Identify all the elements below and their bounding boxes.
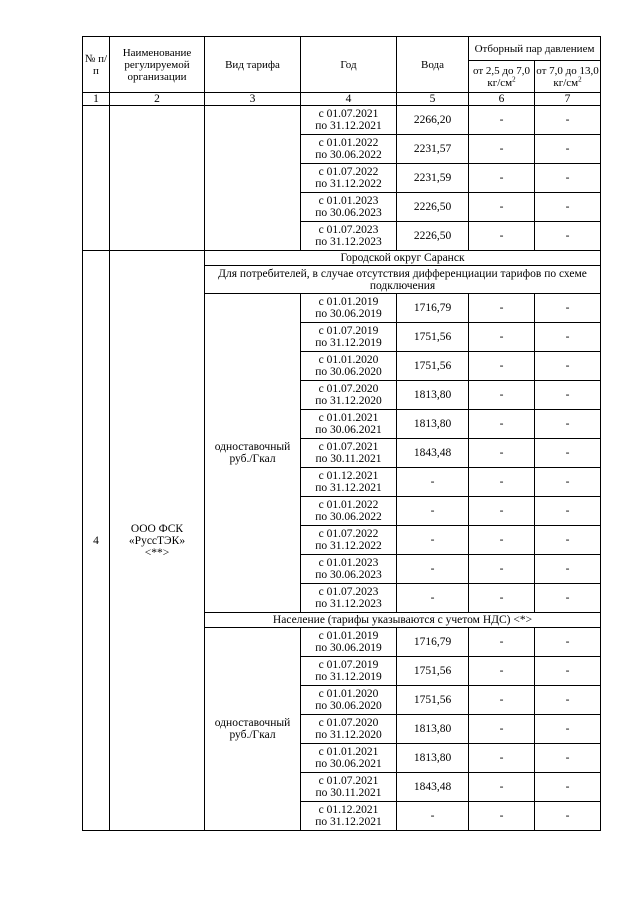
steam-low-value: - <box>469 294 535 323</box>
period-to: по 31.12.2019 <box>315 337 382 349</box>
steam-low-value: - <box>469 744 535 773</box>
tariff-type: одноставочный руб./Гкал <box>205 294 301 613</box>
table-row <box>83 106 601 135</box>
region-row <box>83 251 601 266</box>
section1-title: Для потребителей, в случае отсутствия дифференциации тарифов по схеме подключения <box>205 266 601 294</box>
period-from: с 01.07.2021 <box>318 108 379 120</box>
column-number: 3 <box>205 93 301 106</box>
period-to: по 31.12.2023 <box>315 598 382 610</box>
period-to: по 31.12.2021 <box>315 816 382 828</box>
period-from: с 01.07.2020 <box>318 383 379 395</box>
steam-low-value: - <box>469 657 535 686</box>
period-cell <box>301 744 397 773</box>
steam-high-value: - <box>535 686 601 715</box>
period-to: по 30.06.2019 <box>315 642 382 654</box>
steam-high-value: - <box>535 555 601 584</box>
steam-low-value: - <box>469 439 535 468</box>
period-cell <box>301 526 397 555</box>
water-value: 1751,56 <box>397 323 469 352</box>
water-value: 1813,80 <box>397 715 469 744</box>
water-value: 1716,79 <box>397 628 469 657</box>
steam-high-value: - <box>535 294 601 323</box>
period-cell <box>301 497 397 526</box>
header-steam-group: Отборный пар давлением <box>469 37 601 61</box>
period-from: с 01.07.2021 <box>318 441 379 453</box>
steam-high-value: - <box>535 323 601 352</box>
period-from: с 01.07.2023 <box>318 224 379 236</box>
header-number: № п/п <box>83 37 110 93</box>
period-to: по 30.06.2022 <box>315 149 382 161</box>
period-cell <box>301 439 397 468</box>
period-cell <box>301 468 397 497</box>
header-steam-low: от 2,5 до 7,0 $кг/см^2$ <box>469 61 535 93</box>
steam-low-value: - <box>469 584 535 613</box>
water-value: - <box>397 526 469 555</box>
water-value: 1813,80 <box>397 744 469 773</box>
water-value: 1813,80 <box>397 381 469 410</box>
water-value: - <box>397 555 469 584</box>
period-cell <box>301 294 397 323</box>
column-number: 4 <box>301 93 397 106</box>
period-to: по 31.12.2020 <box>315 395 382 407</box>
period-from: с 01.01.2019 <box>318 630 379 642</box>
period-from: с 01.01.2022 <box>318 499 379 511</box>
tariff-type: одноставочный руб./Гкал <box>205 628 301 831</box>
steam-high-value: - <box>535 657 601 686</box>
period-to: по 30.06.2019 <box>315 308 382 320</box>
period-from: с 01.07.2022 <box>318 166 379 178</box>
period-to: по 30.06.2021 <box>315 758 382 770</box>
period-to: по 31.12.2022 <box>315 178 382 190</box>
period-to: по 30.06.2020 <box>315 366 382 378</box>
water-value: 2231,57 <box>397 135 469 164</box>
steam-high-value: - <box>535 468 601 497</box>
period-cell <box>301 773 397 802</box>
water-value: 1751,56 <box>397 686 469 715</box>
steam-low-value: - <box>469 381 535 410</box>
period-cell <box>301 352 397 381</box>
period-to: по 30.06.2021 <box>315 424 382 436</box>
period-cell <box>301 381 397 410</box>
column-number: 5 <box>397 93 469 106</box>
period-cell <box>301 193 397 222</box>
column-number: 7 <box>535 93 601 106</box>
period-cell <box>301 657 397 686</box>
steam-low-value: - <box>469 106 535 135</box>
steam-high-value: - <box>535 106 601 135</box>
period-from: с 01.07.2019 <box>318 659 379 671</box>
steam-low-value: - <box>469 222 535 251</box>
period-from: с 01.07.2020 <box>318 717 379 729</box>
period-to: по 31.12.2020 <box>315 729 382 741</box>
steam-high-value: - <box>535 193 601 222</box>
org-number: 4 <box>83 251 110 831</box>
header-organization: Наименование регулируемой организации <box>110 37 205 93</box>
water-value: 1751,56 <box>397 657 469 686</box>
period-to: по 31.12.2021 <box>315 482 382 494</box>
steam-high-value: - <box>535 802 601 831</box>
steam-high-value: - <box>535 628 601 657</box>
steam-low-value: - <box>469 802 535 831</box>
period-to: по 31.12.2023 <box>315 236 382 248</box>
period-cell <box>301 164 397 193</box>
period-cell <box>301 628 397 657</box>
steam-low-value: - <box>469 323 535 352</box>
organization-cell <box>110 106 205 251</box>
period-to: по 30.06.2023 <box>315 569 382 581</box>
steam-high-value: - <box>535 439 601 468</box>
period-cell <box>301 584 397 613</box>
period-from: с 01.01.2022 <box>318 137 379 149</box>
water-value: 1843,48 <box>397 773 469 802</box>
water-value: - <box>397 497 469 526</box>
steam-low-value: - <box>469 468 535 497</box>
tariff-type-cell <box>205 106 301 251</box>
steam-low-value: - <box>469 715 535 744</box>
steam-low-value: - <box>469 164 535 193</box>
steam-high-value: - <box>535 526 601 555</box>
organization-name: ООО ФСК «РуссТЭК» <**> <box>110 251 205 831</box>
water-value: 1813,80 <box>397 410 469 439</box>
period-from: с 01.07.2023 <box>318 586 379 598</box>
header-year: Год <box>301 37 397 93</box>
period-from: с 01.01.2021 <box>318 746 379 758</box>
steam-high-value: - <box>535 584 601 613</box>
steam-low-value: - <box>469 135 535 164</box>
period-cell <box>301 555 397 584</box>
period-cell <box>301 222 397 251</box>
period-from: с 01.07.2019 <box>318 325 379 337</box>
tariff-table <box>82 36 601 831</box>
region-title: Городской округ Саранск <box>205 251 601 266</box>
column-number: 1 <box>83 93 110 106</box>
water-value: - <box>397 468 469 497</box>
period-from: с 01.01.2021 <box>318 412 379 424</box>
steam-high-value: - <box>535 381 601 410</box>
steam-high-value: - <box>535 715 601 744</box>
period-to: по 30.06.2020 <box>315 700 382 712</box>
steam-low-value: - <box>469 410 535 439</box>
period-from: с 01.07.2021 <box>318 775 379 787</box>
steam-high-value: - <box>535 410 601 439</box>
steam-low-value: - <box>469 193 535 222</box>
period-from: с 01.01.2023 <box>318 195 379 207</box>
section2-title: Население (тарифы указываются с учетом НДС) <*> <box>205 613 601 628</box>
period-to: по 31.12.2019 <box>315 671 382 683</box>
water-value: 1751,56 <box>397 352 469 381</box>
steam-low-value: - <box>469 497 535 526</box>
water-value: 2231,59 <box>397 164 469 193</box>
steam-high-value: - <box>535 352 601 381</box>
period-cell <box>301 715 397 744</box>
period-from: с 01.12.2021 <box>318 804 379 816</box>
column-number-row <box>83 93 601 106</box>
steam-low-value: - <box>469 686 535 715</box>
steam-low-value: - <box>469 526 535 555</box>
period-to: по 30.11.2021 <box>315 787 382 799</box>
period-from: с 01.01.2019 <box>318 296 379 308</box>
steam-high-value: - <box>535 744 601 773</box>
water-value: - <box>397 802 469 831</box>
water-value: 2266,20 <box>397 106 469 135</box>
steam-high-value: - <box>535 773 601 802</box>
water-value: 1716,79 <box>397 294 469 323</box>
column-number: 6 <box>469 93 535 106</box>
steam-high-value: - <box>535 222 601 251</box>
steam-high-value: - <box>535 164 601 193</box>
period-to: по 30.06.2022 <box>315 511 382 523</box>
period-to: по 31.12.2022 <box>315 540 382 552</box>
period-from: с 01.01.2023 <box>318 557 379 569</box>
steam-high-value: - <box>535 497 601 526</box>
column-number: 2 <box>110 93 205 106</box>
water-value: 2226,50 <box>397 222 469 251</box>
period-cell <box>301 135 397 164</box>
period-cell <box>301 686 397 715</box>
steam-low-value: - <box>469 628 535 657</box>
number-cell <box>83 106 110 251</box>
header-water: Вода <box>397 37 469 93</box>
water-value: - <box>397 584 469 613</box>
header-steam-high: от 7,0 до 13,0 $кг/см^2$ <box>535 61 601 93</box>
period-cell <box>301 802 397 831</box>
period-from: с 01.01.2020 <box>318 688 379 700</box>
period-cell <box>301 410 397 439</box>
steam-low-value: - <box>469 773 535 802</box>
steam-low-value: - <box>469 555 535 584</box>
period-to: по 31.12.2021 <box>315 120 382 132</box>
water-value: 2226,50 <box>397 193 469 222</box>
period-to: по 30.06.2023 <box>315 207 382 219</box>
period-from: с 01.07.2022 <box>318 528 379 540</box>
header-tariff-type: Вид тарифа <box>205 37 301 93</box>
water-value: 1843,48 <box>397 439 469 468</box>
steam-low-value: - <box>469 352 535 381</box>
period-from: с 01.12.2021 <box>318 470 379 482</box>
steam-high-value: - <box>535 135 601 164</box>
period-from: с 01.01.2020 <box>318 354 379 366</box>
period-to: по 30.11.2021 <box>315 453 382 465</box>
period-cell <box>301 106 397 135</box>
period-cell <box>301 323 397 352</box>
